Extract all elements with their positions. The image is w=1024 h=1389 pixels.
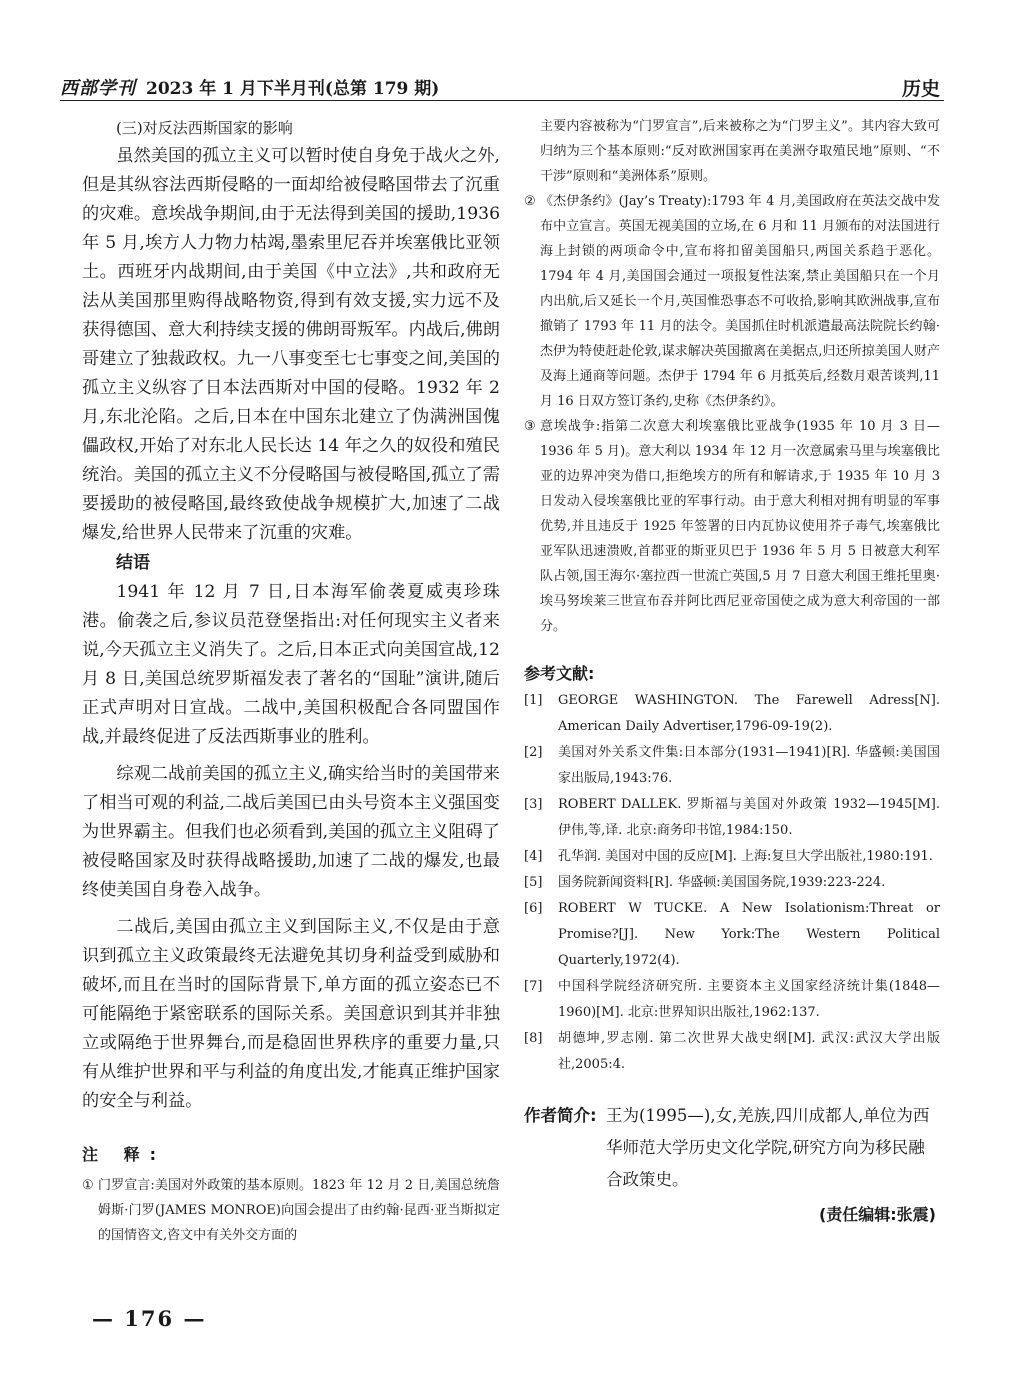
reference-number: [3] bbox=[524, 797, 543, 812]
page-number: — 176 — bbox=[92, 1306, 207, 1331]
reference-number: [8] bbox=[524, 1031, 543, 1046]
journal-logo: 西部学刊 bbox=[60, 78, 136, 99]
reference-item bbox=[524, 792, 940, 844]
reference-item bbox=[524, 740, 940, 792]
body-paragraph: 虽然美国的孤立主义可以暂时使自身免于战火之外,但是其纵容法西斯侵略的一面却给被侵略国带去了沉重的灾难。意埃战争期间,由于无法得到美国的援助,1936 年 5 月,埃方人力物力枯竭,墨索里尼吞并埃塞俄比亚领土。西班牙内战期间,由于美国《中立法》,共和政府无法从美国那里购得战略物资,得到有效支援,实力远不及获得德国、意大利持续支援的佛朗哥叛军。内战后,佛朗哥建立了独裁政权。九一八事变至七七事变之间,美国的孤立主义纵容了日本法西斯对中国的侵略。1932 年 2 月,东北沦陷。之后,日本在中国东北建立了伪满洲国傀儡政权,开始了对东北人民长达 14 年之久的奴役和殖民统治。美国的孤立主义不分侵略国与被侵略国,孤立了需要援助的被侵略国,最终致使战争规模扩大,加速了二战爆发,给世界人民带来了沉重的灾难。 bbox=[82, 146, 500, 543]
note-number: ② bbox=[524, 194, 536, 209]
reference-text: 国务院新闻资料[R]. 华盛顿:美国国务院,1939:223-224. bbox=[558, 875, 886, 890]
note-text: 意埃战争:指第二次意大利埃塞俄比亚战争(1935 年 10 月 3 日—1936 年 5 月)。意大利以 1934 年 12 月一次意属索马里与埃塞俄比亚的边界冲突为借口,拒绝埃方的所有和解请求,于 1935 年 10 月 3 日发动入侵埃塞俄比亚的军事行动。由于意大利相对拥有明显的军事优势,并且违反于 1925 年签署的日内瓦协议使用芥子毒气,埃塞俄比亚军队迅速溃败,首都亚的斯亚贝巴于 1936 年 5 月 5 日被意大利军队占领,国王海尔·塞拉西一世流亡英国,5 月 7 日意大利国王维托里奥·埃马努埃莱三世宣布吞并阿比西尼亚帝国使之成为意大利帝国的一部分。 bbox=[540, 419, 940, 634]
reference-item bbox=[524, 688, 940, 740]
author-bio-text: 王为(1995—),女,羌族,四川成都人,单位为西华师范大学历史文化学院,研究方向为移民融合政策史。 bbox=[606, 1106, 930, 1189]
references-heading: 参考文献: bbox=[524, 664, 595, 683]
reference-number: [1] bbox=[524, 693, 543, 708]
reference-list bbox=[524, 688, 940, 1078]
reference-item bbox=[524, 870, 940, 896]
left-column bbox=[82, 114, 500, 1248]
body-paragraph: 二战后,美国由孤立主义到国际主义,不仅是由于意识到孤立主义政策最终无法避免其切身利益受到威胁和破坏,而且在当时的国际背景下,单方面的孤立姿态已不可能隔绝于紧密联系的国际关系。美国意识到其并非独立或隔绝于世界舞台,而是稳固世界秩序的重要力量,只有从维护世界和平与利益的角度出发,才能真正维护国家的安全与利益。 bbox=[82, 917, 500, 1111]
reference-text: GEORGE WASHINGTON. The Farewell Adress[N]. American Daily Advertiser,1796-09-19(2). bbox=[558, 693, 940, 734]
note-item bbox=[524, 189, 940, 414]
body-paragraph: 综观二战前美国的孤立主义,确实给当时的美国带来了相当可观的利益,二战后美国已由头号资本主义强国变为世界霸主。但我们也必须看到,美国的孤立主义阻碍了被侵略国家及时获得战略援助,加速了二战的爆发,也最终使美国自身卷入战争。 bbox=[82, 764, 500, 900]
reference-text: ROBERT W TUCKE. A New Isolationism:Threat or Promise?[J]. New York:The Western Political Quarterly,1972(4). bbox=[558, 901, 940, 968]
note-text: 《杰伊条约》(Jay’s Treaty):1793 年 4 月,美国政府在英法交战中发布中立宣言。英国无视美国的立场,在 6 月和 11 月颁布的对法国进行海上封锁的两项命令中,宣布将扣留美国船只,两国关系趋于恶化。1794 年 4 月,美国国会通过一项报复性法案,禁止美国船只在一个月内出航,后又延长一个月,英国惟恐事态不可收拾,影响其欧洲战事,宣布撤销了 1793 年 11 月的法令。美国抓住时机派遣最高法院院长约翰·杰伊为特使赶赴伦敦,谋求解决英国撤离在美据点,归还所掠美国人财产及海上通商等问题。杰伊于 1794 年 6 月抵英后,经数月艰苦谈判,11 月 16 日双方签订条约,史称《杰伊条约》。 bbox=[540, 194, 940, 409]
section-title: 历史 bbox=[901, 78, 940, 100]
note-item bbox=[524, 114, 940, 189]
issue-info: 2023 年 1 月下半月刊(总第 179 期) bbox=[146, 79, 440, 99]
note-item bbox=[82, 1173, 500, 1248]
note-number: ① bbox=[82, 1178, 94, 1193]
reference-text: 胡德坤,罗志刚. 第二次世界大战史纲[M]. 武汉:武汉大学出版社,2005:4. bbox=[558, 1031, 940, 1072]
reference-number: [7] bbox=[524, 979, 543, 994]
reference-number: [6] bbox=[524, 901, 543, 916]
reference-text: ROBERT DALLEK. 罗斯福与美国对外政策 1932—1945[M]. 伊伟,等,译. 北京:商务印书馆,1984:150. bbox=[558, 797, 940, 838]
note-number: ③ bbox=[524, 419, 536, 434]
reference-number: [2] bbox=[524, 745, 543, 760]
running-header bbox=[60, 70, 944, 100]
note-text: 门罗宣言:美国对外政策的基本原则。1823 年 12 月 2 日,美国总统詹姆斯·门罗(JAMES MONROE)向国会提出了由约翰·昆西·亚当斯拟定的国情咨文,咨文中有关外交方面的 bbox=[98, 1178, 500, 1243]
conclusion-heading: 结语 bbox=[116, 553, 150, 573]
reference-item bbox=[524, 974, 940, 1026]
right-column bbox=[524, 114, 940, 1225]
reference-text: 中国科学院经济研究所. 主要资本主义国家经济统计集(1848—1960)[M]. 北京:世界知识出版社,1962:137. bbox=[558, 979, 940, 1020]
author-bio-label: 作者简介: bbox=[524, 1106, 597, 1125]
reference-item bbox=[524, 1026, 940, 1078]
body-paragraph: 1941 年 12 月 7 日,日本海军偷袭夏威夷珍珠港。偷袭之后,参议员范登堡指出:对任何现实主义者来说,今天孤立主义消失了。之后,日本正式向美国宣战,12 月 8 日,美国总统罗斯福发表了著名的“国耻”演讲,随后正式声明对日宣战。二战中,美国积极配合各同盟国作战,并最终促进了反法西斯事业的胜利。 bbox=[82, 582, 500, 747]
subsection-heading: (三)对反法西斯国家的影响 bbox=[116, 119, 293, 137]
editor-credit: (责任编辑:张震) bbox=[818, 1205, 936, 1224]
reference-item bbox=[524, 896, 940, 974]
reference-text: 美国对外关系文件集:日本部分(1931—1941)[R]. 华盛顿:美国国家出版局,1943:76. bbox=[558, 745, 940, 786]
notes-heading: 注 释: bbox=[82, 1145, 166, 1164]
note-item bbox=[524, 414, 940, 639]
author-bio bbox=[524, 1100, 940, 1196]
reference-text: 孔华润. 美国对中国的反应[M]. 上海:复旦大学出版社,1980:191. bbox=[558, 849, 933, 864]
note-text: 主要内容被称为“门罗宣言”,后来被称之为“门罗主义”。其内容大致可归纳为三个基本原则:“反对欧洲国家再在美洲夺取殖民地”原则、“不干涉”原则和“美洲体系”原则。 bbox=[540, 119, 940, 184]
reference-number: [4] bbox=[524, 849, 543, 864]
reference-item bbox=[524, 844, 940, 870]
header-rule bbox=[60, 100, 944, 101]
reference-number: [5] bbox=[524, 875, 543, 890]
